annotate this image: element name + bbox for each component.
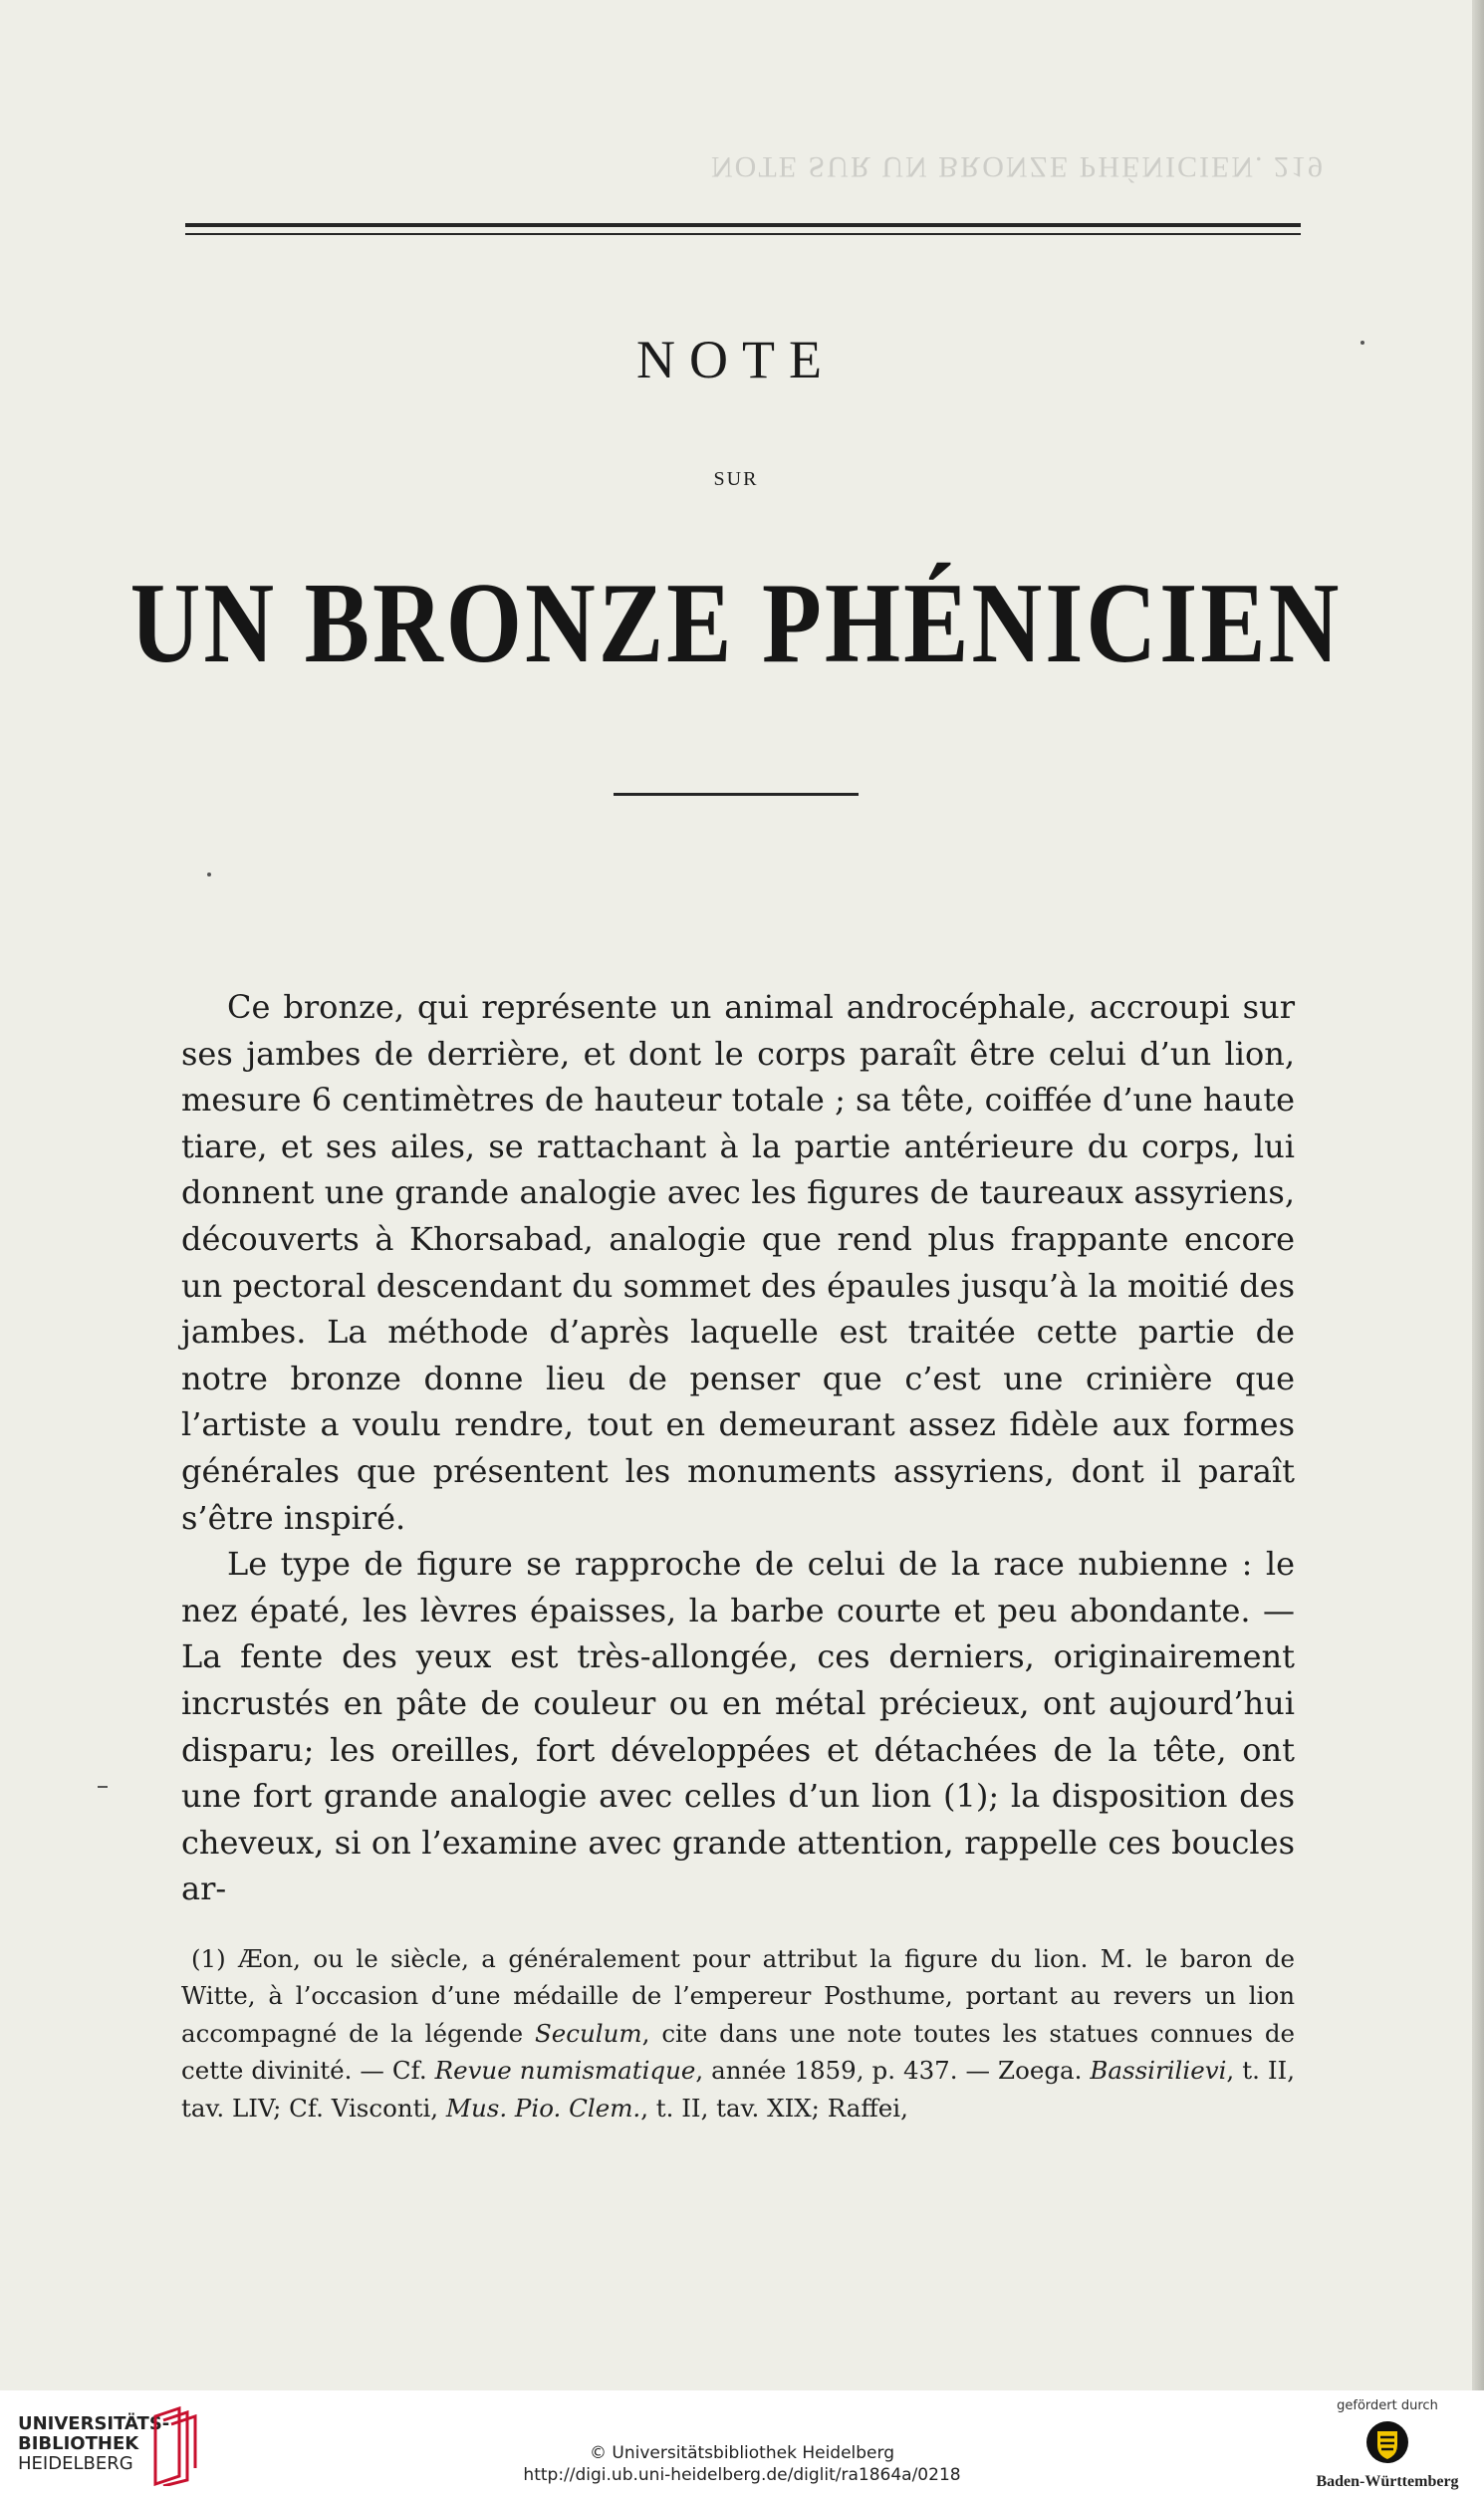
state-seal-icon (1364, 2419, 1410, 2465)
funder-block (1313, 2398, 1462, 2491)
library-name-line3: HEIDELBERG (18, 2453, 133, 2474)
ink-speck (1360, 341, 1364, 345)
library-name-line2: BIBLIOTHEK (18, 2433, 139, 2454)
page-edge-shadow (1472, 0, 1484, 2390)
title-note: NOTE (636, 330, 836, 389)
footnote-segment: , cite dans une note toutes les statues connues de cette divinité. — Cf. (181, 2018, 1295, 2086)
title-sur: SUR (713, 468, 759, 490)
paragraph-1: Ce bronze, qui représente un animal androcéphale, accroupi sur ses jambes de derrière, et dont le corps paraît être celui d’un lion, mesure 6 centimètres de hauteur totale ; sa tête, coiffée d’une haute tiare, et ses ailes, se rattachant à la partie antérieure du corps, lui donnent une grande analogie avec les figures de taureaux assyriens, découverts à Khorsabad, analogie que rend plus frappante encore un pectoral descendant du sommet des épaules jusqu’à la moitié des jambes. La méthode d’après laquelle est traitée cette partie de notre bronze donne lieu de penser que c’est une crinière que l’artiste a voulu rendre, tout en demeurant assez fidèle aux formes générales que présentent les monuments assyriens, dont il paraît s’être inspiré. (181, 988, 1295, 1537)
footnote-italic: Mus. Pio. Clem. (445, 2093, 641, 2123)
body-text (181, 984, 1295, 1912)
permalink[interactable]: http://digi.ub.uni-heidelberg.de/diglit/ra1864a/0218 (523, 2465, 961, 2485)
copyright-text: © Universitätsbibliothek Heidelberg (589, 2443, 894, 2463)
footnote-italic: Seculum (535, 2018, 642, 2048)
copyright-block (0, 2442, 1484, 2486)
header-rule-thick (185, 223, 1301, 227)
bleed-through-header: NOTE SUR UN BRONZE PHÉNICIEN. 219 (711, 150, 1325, 183)
ink-speck (207, 873, 211, 876)
funded-by-label: gefördert durch (1337, 2398, 1438, 2413)
title-divider (614, 793, 859, 796)
footnote-segment: , t. II, tav. LIV; Cf. Visconti, (181, 2056, 1296, 2123)
footnote-text (181, 1940, 1295, 2126)
footnote-segment: , t. II, tav. XIX; Raffei, (640, 2093, 908, 2123)
library-name-line1: UNIVERSITÄTS- (18, 2413, 170, 2434)
paragraph-2: Le type de figure se rapproche de celui de la race nubienne : le nez épaté, les lèvres épaisses, la barbe courte et peu abondante. — La fente des yeux est très-allongée, ces derniers, originairement incrustés en pâte de couleur ou en métal précieux, ont aujourd’hui disparu; les oreilles, fort développées et détachées de la tête, ont une fort grande analogie avec celles d’un lion (1); la disposition des cheveux, si on l’examine avec grande attention, rappelle ces boucles ar- (181, 1545, 1295, 1908)
footnote-italic: Revue numismatique (434, 2056, 696, 2086)
footnote (181, 1940, 1295, 2126)
footnote-segment: , année 1859, p. 437. — Zoega. (695, 2056, 1091, 2086)
page-title: UN BRONZE PHÉNICIEN (129, 560, 1343, 687)
ink-speck (98, 1786, 108, 1788)
footnote-italic: Bassirilievi (1090, 2056, 1227, 2086)
header-rule-thin (185, 233, 1301, 235)
funder-name: Baden-Württemberg (1316, 2473, 1459, 2490)
footnote-segment: (1) Æon, ou le siècle, a généralement pour attribut la figure du lion. M. le baron de Witte, à l’occasion d’une médaille de l’empereur Posthume, portant au revers un lion accompagné de la légende (181, 1944, 1295, 2048)
footer-bar (0, 2390, 1484, 2501)
